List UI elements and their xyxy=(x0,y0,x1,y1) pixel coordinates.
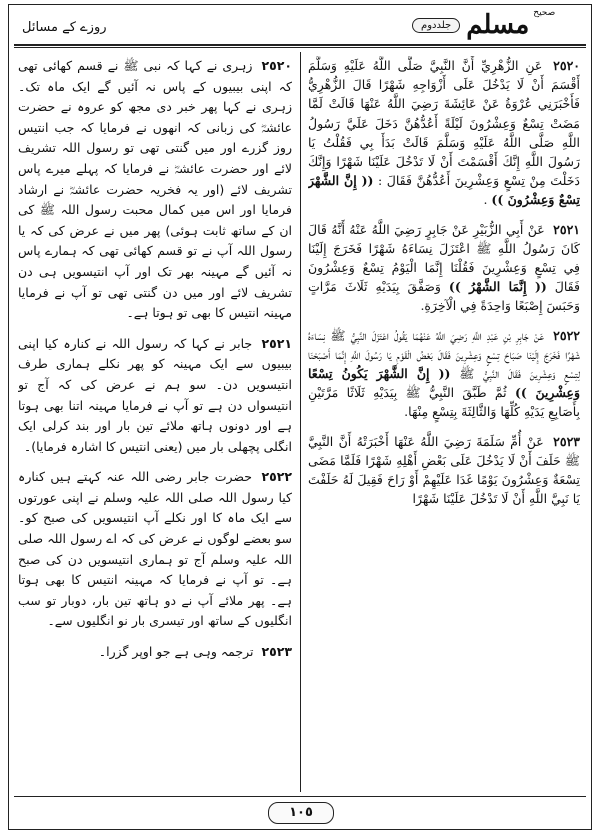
urdu-column xyxy=(18,56,292,786)
urdu-translation-2522 xyxy=(18,467,292,632)
translation-text: جابر نے کہا کہ رسول اللہ نے کنارہ کیا اپنی بیبیوں سے ایک مہینہ کو پھر نکلے ہماری طرف انتیسویں دن۔ سو ہم نے عرض کی کہ آج تو انتیسواں دن ہے تو آپ نے فرمایا مہینہ اتنا بھی ہوتا ہے اور دونوں ہاتھ ملائے تین بار اور بند کرلی ایک انگلی پچھلی بار میں (یعنی انتیس کا اشارہ فرمایا)۔ xyxy=(18,335,292,454)
chapter-topic: روزے کے مسائل xyxy=(22,20,107,35)
translation-text: زہری نے کہا کہ نبی ﷺ نے قسم کھائی تھی کہ اپنی بیبیوں کے پاس نہ آئیں گے ایک ماہ تک۔ زہری نے کہا پھر خبر دی مجھ کو عروہ نے حضرت عائشہؓ کی زبانی کہ انھوں نے فرمایا کہ جب انتیس روز گزرے اور میں گنتی تھی تو رسول اللہ تشریف لائے اور حضرت عائشہؓ نے فرمایا کہ پہلے میرے پاس تشریف لائے (اور یہ فخریہ حضرت عائشہؓ نے ارشاد فرمایا اور اس میں کمال محبت رسول اللہ ﷺ کی ان کے ساتھ ثابت ہوئی) پھر میں نے عرض کی کہ یا رسول اللہ آپ نے تو قسم کھائی تھی کہ ہمارے پاس نہ آئیں گے مہینہ بھر تک اور آپ انتیسویں ہی دن تشریف لائے اور میں دن گنتی تھی تو آپ نے فرمایا مہینہ انتیس کا بھی تو ہوتا ہے۔ xyxy=(18,58,292,321)
urdu-translation-2520 xyxy=(18,56,292,324)
arabic-column xyxy=(308,56,580,786)
hadith-number: ٢٥٢٣ xyxy=(553,433,580,449)
header-rule xyxy=(14,44,586,46)
hadith-quote: (( إِنَّ الشَّهْرَ تِسْعٌ وَعِشْرُونَ )) xyxy=(308,173,580,208)
hadith-text: عَنْ أَبِي الزُّبَيْرِ عَنْ جَابِرٍ رَضِيَ اللَّهُ عَنْهُ أَنَّهُ قَالَ كَانَ رَسُولُ اللَّهِ ﷺ اعْتَزَلَ نِسَاءَهُ شَهْرًا فَخَرَجَ إِلَيْنَا فِي تِسْعٍ وَعِشْرِينَ فَقُلْنَا إِنَّمَا الْيَوْمُ تِسْعٌ وَعِشْرُونَ فَقَالَ xyxy=(308,221,580,295)
arabic-hadith-2522 xyxy=(308,326,580,422)
urdu-translation-2523 xyxy=(18,642,292,663)
hadith-text: عَنْ جَابِرِ بْنِ عَبْدِ اللَّهِ رَضِيَ اللَّهُ عَنْهُمَا يَقُولُ اعْتَزَلَ النَّبِيُّ ﷺ نِسَاءَهُ شَهْرًا فَخَرَجَ إِلَيْنَا صَبَاحَ تِسْعٍ وَعِشْرِينَ فَقَالَ بَعْضُ الْقَوْمِ يَا رَسُولَ اللَّهِ إِنَّمَا أَصْبَحْنَا لِتِسْعٍ وَعِشْرِينَ فَقَالَ النَّبِيُّ ﷺ xyxy=(308,327,580,382)
page-header xyxy=(14,6,586,44)
translation-number: ٢٥٢٠ xyxy=(261,58,292,73)
hadith-text-end: وَصَفَّقَ بِيَدَيْهِ ثَلَاثَ مَرَّاتٍ وَحَبَسَ إِصْبَعًا وَاحِدَةً فِي الْآخِرَةِ. xyxy=(308,279,580,314)
hadith-number: ٢٥٢١ xyxy=(553,221,580,237)
hadith-number: ٢٥٢٢ xyxy=(553,327,580,343)
translation-text: حضرت جابر رضی اللہ عنہ کہتے ہیں کنارہ کیا رسول اللہ صلی اللہ علیہ وسلم نے اپنی عورتوں سے ایک ماہ کا اور نکلے آپ انتیسویں کی صبح کو۔ سو بعضے لوگوں نے عرض کی کہ اے رسول اللہ صلی اللہ علیہ وسلم آج تو ہماری انتیسویں دن کی صبح ہے۔ تو آپ نے فرمایا کہ مہینہ انتیس کا بھی ہوتا ہے۔ پھر ملائے آپ نے دو ہاتھ تین بار، دوبار تو سب انگلیوں کے ساتھ اور تیسری بار نو انگلیوں سے۔ xyxy=(18,469,292,629)
hadith-text-end: ثُمَّ طَبَّقَ النَّبِيُّ ﷺ بِيَدَيْهِ ثَلَاثًا مَرَّتَيْنِ بِأَصَابِعِ يَدَيْهِ كُلِّهَا وَالثَّالِثَةَ بِتِسْعٍ مِنْهَا. xyxy=(308,385,580,420)
title-prefix: صحیح xyxy=(533,8,556,18)
hadith-text-end: . xyxy=(483,192,488,208)
footer-rule xyxy=(14,796,586,797)
page-number: ١٠٥ xyxy=(268,802,334,824)
header-rule-thin xyxy=(14,47,586,48)
translation-number: ٢٥٢١ xyxy=(261,335,292,351)
column-divider xyxy=(300,52,301,792)
hadith-quote: (( إِنَّ الشَّهْرَ يَكُونُ تِسْعًا وَعِشْرِينَ )) xyxy=(308,366,580,401)
arabic-hadith-2520 xyxy=(308,56,580,210)
hadith-number: ٢٥٢٠ xyxy=(553,58,580,73)
translation-number: ٢٥٢٢ xyxy=(261,469,292,485)
book-title xyxy=(406,8,576,42)
translation-text: ترجمہ وہی ہے جو اوپر گزرا۔ xyxy=(98,644,254,660)
title-text: مسلم xyxy=(466,10,530,40)
volume-badge: جلددوم xyxy=(412,18,460,33)
hadith-quote: (( إِنَّمَا الشَّهْرُ )) xyxy=(448,279,547,295)
translation-number: ٢٥٢٣ xyxy=(261,644,292,660)
hadith-text: عَنِ الزُّهْرِيِّ أَنَّ النَّبِيَّ صَلَّى اللَّهُ عَلَيْهِ وَسَلَّمَ أَقْسَمَ أَنْ لَا يَدْخُلَ عَلَى أَزْوَاجِهِ شَهْرًا قَالَ الزُّهْرِيُّ فَأَخْبَرَنِي عُرْوَةُ عَنْ عَائِشَةَ رَضِيَ اللَّهُ عَنْهَا قَالَتْ لَمَّا مَضَتْ تِسْعٌ وَعِشْرُونَ لَيْلَةً أَعُدُّهُنَّ دَخَلَ عَلَيَّ رَسُولُ اللَّهِ صَلَّى اللَّهُ عَلَيْهِ وَسَلَّمَ قَالَتْ بَدَأَ بِي فَقُلْتُ يَا رَسُولَ اللَّهِ إِنَّكَ أَقْسَمْتَ أَنْ لَا تَدْخُلَ عَلَيْنَا شَهْرًا وَإِنَّكَ دَخَلْتَ مِنْ تِسْعٍ وَعِشْرِينَ أَعُدُّهُنَّ فَقَالَ : xyxy=(308,58,580,189)
urdu-translation-2521 xyxy=(18,334,292,458)
arabic-hadith-2523 xyxy=(308,432,580,509)
arabic-hadith-2521 xyxy=(308,220,580,316)
hadith-text: عَنْ أُمِّ سَلَمَةَ رَضِيَ اللَّهُ عَنْهَا أَخْبَرَتْهُ أَنَّ النَّبِيَّ ﷺ حَلَفَ أَنْ لَا يَدْخُلَ عَلَى بَعْضِ أَهْلِهِ شَهْرًا فَلَمَّا مَضَى تِسْعَةٌ وَعِشْرُونَ يَوْمًا غَدَا عَلَيْهِمْ أَوْ رَاحَ فَقِيلَ لَهُ حَلَفْتَ يَا نَبِيَّ اللَّهِ أَنْ لَا تَدْخُلَ عَلَيْنَا شَهْرًا xyxy=(308,433,580,507)
